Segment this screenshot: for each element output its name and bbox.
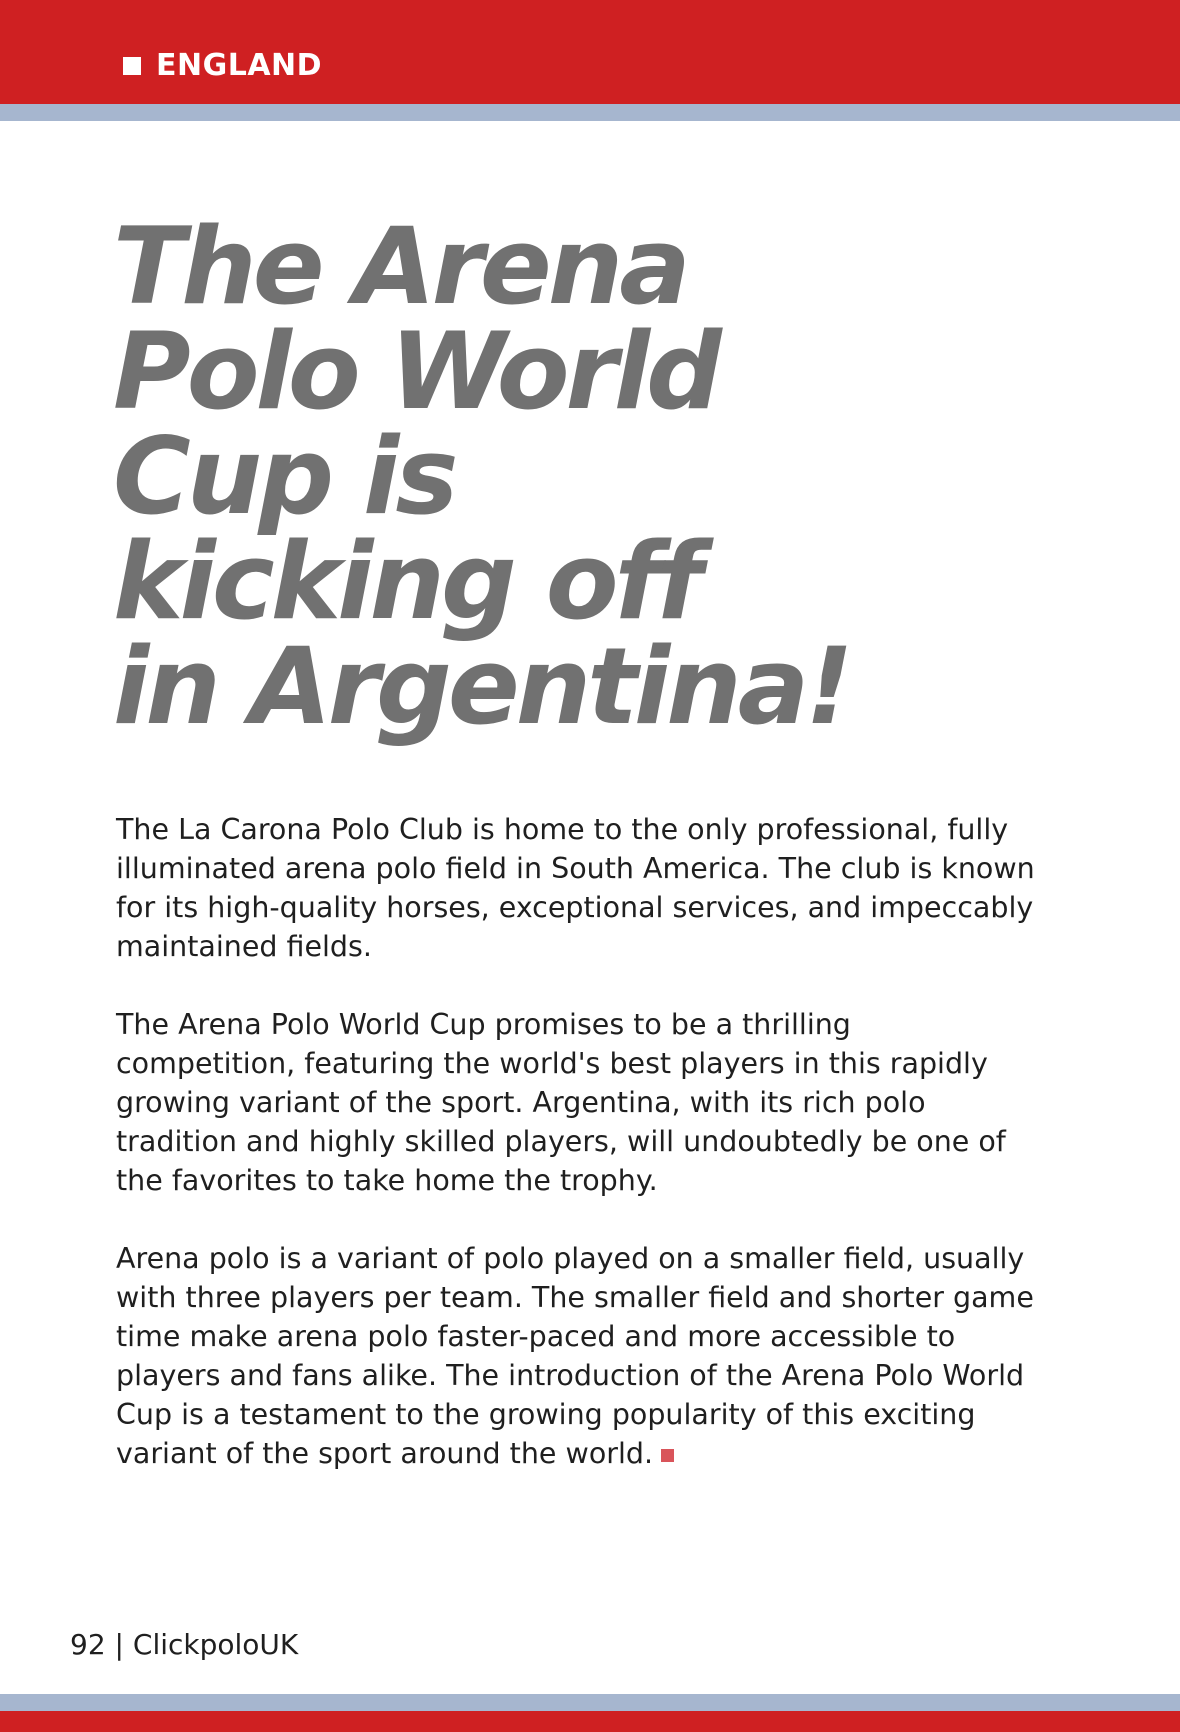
article-paragraph	[116, 810, 1036, 966]
headline-line: The Arena	[113, 205, 687, 328]
publication-name: ClickpoloUK	[132, 1628, 299, 1661]
section-name: ENGLAND	[156, 48, 323, 83]
article-body	[116, 810, 1036, 1512]
header-stripe	[0, 104, 1180, 121]
paragraph-text: Arena polo is a variant of polo played on a smaller field, usually with three players per team. The smaller field and shorter game time make arena polo faster-paced and more accessible to players and fans alike. The introduction of the Arena Polo World Cup is a testament to the growing popularity of this exciting variant of the sport around the world.	[116, 1242, 1034, 1470]
paragraph-text: The La Carona Polo Club is home to the only professional, fully illuminated arena polo field in South America. The club is known for its high-quality horses, exceptional services, and impeccably maintained fields.	[116, 813, 1035, 963]
article-paragraph	[116, 1239, 1036, 1473]
headline-line: Cup is	[113, 415, 455, 538]
headline-line: Polo World	[113, 310, 719, 433]
paragraph-text: The Arena Polo World Cup promises to be a thrilling competition, featuring the world's best players in this rapidly growing variant of the sport. Argentina, with its rich polo tradition and highly skilled players, will undoubtedly be one of the favorites to take home the trophy.	[116, 1008, 1006, 1197]
footer-stripe	[0, 1694, 1180, 1711]
headline-line: kicking off	[113, 520, 699, 643]
footer-bar	[0, 1711, 1180, 1732]
page-number: 92	[70, 1628, 106, 1661]
footer-separator: |	[114, 1628, 124, 1661]
page-footer	[70, 1627, 298, 1663]
article-paragraph	[116, 1005, 1036, 1200]
section-square-icon	[123, 57, 141, 75]
section-label	[123, 46, 322, 86]
end-of-article-icon	[661, 1449, 674, 1462]
article-headline	[113, 205, 933, 748]
headline-line: in Argentina!	[113, 625, 850, 748]
